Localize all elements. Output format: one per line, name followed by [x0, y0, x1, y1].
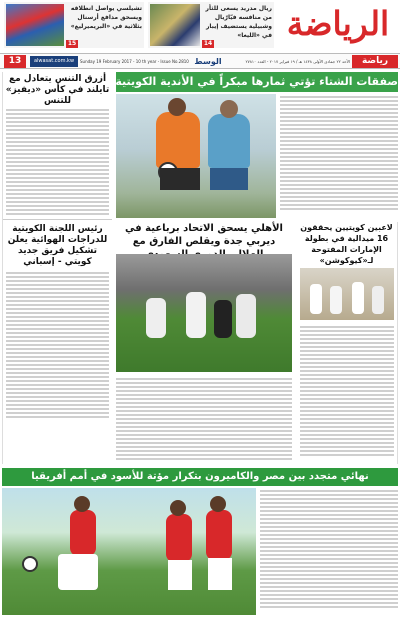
main-headline: صفقات الشتاء تؤتي ثمارها مبكراً في الأندية الكويتية: [115, 75, 398, 88]
left-top-headline: أزرق التنس يتعادل مع تايلند في كأس «ديفيز» للتنس: [5, 74, 110, 106]
center-headline: الأهلي يسحق الاتحاد برباعية في ديربي جدة ويقلص الفارق مع: [125, 223, 283, 247]
player-red-3-legs: [208, 558, 232, 590]
player-white-1: [146, 298, 166, 338]
right-story: [296, 222, 398, 464]
left-top-body: [3, 109, 112, 219]
bottom-headline: نهائي متجدد بين مصر والكاميرون بتكرار مؤتة للأسود في أمم أفريقيا: [31, 471, 369, 482]
teaser-left-photo: [6, 4, 64, 46]
bottom-photo: [2, 488, 256, 615]
center-photo: [116, 254, 292, 372]
right-photo: [300, 268, 394, 320]
info-bar: [0, 53, 400, 69]
paper-name: الوسط: [194, 57, 222, 66]
bottom-headline-banner: [2, 468, 398, 486]
center-body: [116, 378, 292, 464]
shorts-blue: [210, 168, 248, 190]
main-body: [280, 96, 398, 216]
left-column: [2, 72, 112, 464]
section-label: رياضة: [352, 55, 398, 68]
right-body: [300, 326, 394, 462]
site-url[interactable]: alwasat.com.kw: [30, 56, 78, 67]
athlete-1: [310, 284, 322, 314]
player-red-3-head: [210, 496, 226, 512]
player-white-2: [186, 292, 206, 338]
teaser-right-photo: [150, 4, 200, 46]
right-headline: لاعبين كويتيين يحققون 16 ميدالية في بطولة الإمارات المفتوحة لـ«كيوكوشن»: [300, 223, 393, 265]
bottom-ball: [22, 556, 38, 572]
teaser-right[interactable]: [148, 2, 274, 48]
page-number: 13: [4, 55, 26, 68]
player-blue: [208, 114, 250, 168]
player-white-3: [236, 294, 256, 338]
center-story: [116, 222, 292, 464]
player-orange-head: [168, 98, 186, 116]
player-red-1-legs: [58, 554, 98, 590]
logo: [278, 4, 398, 44]
teaser-right-text: ريال مدريد يسعى للثأر من منافسه فيّارّيال وشبيلية يستضيف إيبار في «الليغا»: [205, 5, 272, 39]
logo-text: الرياضة: [286, 4, 390, 43]
date-line: الأحد ٢٢ جمادى الأولى ١٤٣٨ هـ / ١٩ فبراير ٢٠١٧ - العدد ٢٧٨١٠: [245, 59, 350, 64]
athlete-3: [352, 282, 364, 314]
player-red-3: [206, 510, 232, 560]
player-red-2-legs: [168, 560, 192, 590]
player-red-1-head: [74, 496, 90, 512]
shorts-dark: [160, 168, 200, 190]
bottom-story: [2, 468, 398, 615]
left-mid-body: [3, 272, 112, 422]
player-orange: [156, 112, 200, 168]
athlete-2: [330, 286, 342, 314]
main-headline-banner: [116, 72, 398, 92]
teaser-left[interactable]: [4, 2, 144, 48]
main-story: [116, 72, 398, 218]
english-date: Sunday 19 February 2017 - 10 th year - Issue No.2810: [80, 59, 189, 64]
player-red-1: [70, 510, 96, 556]
bottom-body: [260, 490, 398, 614]
left-mid-headline: رئيس اللجنة الكويتية للدراجات الهوائية يعلن تشكيل فريق جديد كويتي - إسباني: [3, 219, 112, 272]
main-photo: [116, 94, 276, 218]
player-black: [214, 300, 232, 338]
teaser-left-page: 15: [67, 40, 77, 47]
player-blue-head: [220, 100, 238, 118]
player-red-2: [166, 514, 192, 562]
teaser-right-page: 14: [203, 40, 213, 47]
teaser-left-text: تشيلسي يواصل انطلاقه ويسحق مدافع أرسنال بثلاثية في «البريميرليغ»: [70, 5, 142, 30]
player-red-2-head: [170, 500, 186, 516]
masthead: [0, 0, 400, 52]
athlete-4: [372, 286, 384, 314]
